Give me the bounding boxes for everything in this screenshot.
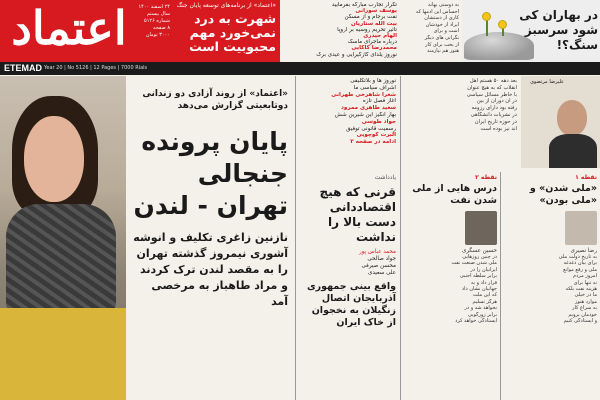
teaser-item[interactable]: رسمیت قانونی توفیق [346,125,396,132]
interview-line: در آن دوران از بین [476,98,517,105]
lead-headline: پایان پرونده جنجالی تهران - لندن [133,127,288,220]
column-byline: حسین عسگری [461,248,497,254]
interview-line: در نشریات دانشگاهی [470,111,517,118]
masthead-info-line: ۲۴ اسفند ۱۴۰۰ [138,4,170,10]
body-line: موارد هنوز [574,298,597,305]
teaser-item[interactable]: آغاز فصل تازه [362,98,396,105]
teaser-item[interactable]: تکرار تجارب مبارکه بفرمایید [331,2,397,8]
essay-snippet [400,0,462,62]
column-body [503,254,597,324]
brand-latin: ETEMAD [4,63,42,73]
teaser-item[interactable]: تأثیر تحریم روسیه بر اروپا [337,26,397,33]
column-tag: نقطه ۱ [575,174,597,181]
teaser-author: الهام حیدری [363,33,397,40]
body-line: هزینه نفت بلکه [565,286,597,293]
author-thumbnail [565,211,597,245]
body-line: قرار داد و به [470,279,497,286]
nationalization-column[interactable] [500,172,600,400]
body-line: ایستادگی خواهد کرد [455,318,497,325]
interview-snippet [400,76,520,168]
body-line: به تاریخ دولت ملی [558,254,597,260]
interviewee-portrait [521,76,600,168]
dateline-bar [0,62,600,75]
body-line: امروز مردم [572,273,597,280]
body-line: ملی شدن صنعت نفت [451,260,497,267]
photo-body [0,308,126,400]
photo-scarf [6,204,116,314]
pink-teaser-box[interactable] [172,0,280,62]
teaser-item[interactable]: نوروز یلدای گازگیرایی و عیدی برگ [316,51,397,58]
teaser-author: شعرا شاهرخی طهرانی [331,91,396,98]
author-name: محسن صیرفی [361,263,396,269]
column-headline: «ملی شدن» و «ملی بودن» [529,183,597,206]
pink-headline: شهرت به درد نمی‌خورد مهم محبوبیت است [189,11,276,54]
interview-line: انقلاب که به هیچ عنوان [467,84,517,91]
author-name: محمد عباس پور [358,249,396,255]
interview-line: در حوزه تاریخ ایران [474,118,517,125]
teaser-author: یوسف سورانی [355,8,397,15]
body-line: نه تنها برای [573,279,597,286]
essay-line: از بخت برای کار [425,41,459,48]
economy-story[interactable] [296,172,400,400]
teaser-item[interactable]: اشراف سیاسی ما [353,84,396,91]
azerbaijan-headline: واقع بینی جمهوری آذربایجان اتصال زنگیلان به نخجوان از خاک ایران [306,281,396,328]
teaser-author: جواد طوسی [361,118,396,125]
column-byline: رضا نصیری [570,248,597,254]
body-line: نخواهد شد و در [464,305,497,312]
interview-line: بعد دهه ۵۰ هستم اهل [469,78,517,84]
body-line: برابر سلطه اجنبی [459,273,497,280]
portrait-suit [549,134,597,168]
interview-line: اند نیز بوده است [480,125,517,132]
flower-icon [482,12,491,21]
body-line: برابر زورگویی [467,311,497,318]
body-line: که این ملت [472,292,497,299]
teaser-author: آلبرت کوچویی [356,132,396,139]
author-thumbnail [465,211,497,245]
oil-lessons-column[interactable] [400,172,500,400]
photo-face [24,116,84,202]
masthead-info [132,4,170,39]
top-teaser-list [282,0,400,62]
body-line: و ایستادگی کنیم [563,318,597,325]
teaser-item[interactable]: نوروز ها و بلاتکلیفی [350,78,396,84]
portrait-head [557,100,587,136]
continued-link[interactable]: ادامه در صفحه ۳ [350,139,396,146]
teaser-author: سعید طاهری ممرود [341,105,396,112]
masthead-info-line: ۳۰۰۰ تومان [145,32,170,38]
interview-line: با خاطر مسائل سیاسی [466,91,517,98]
column-body [403,254,497,324]
flower-icon [498,20,507,29]
author-list [300,249,396,277]
body-line: خودمان برویم [568,311,597,318]
essay-line: هنوز هم نیازمند [427,48,459,55]
body-line: برای بیان دغدغه [563,260,597,267]
essay-line: احساس این آدمها که [415,8,459,15]
portrait-caption: علیرضا مرتضوی [530,79,564,85]
lead-story[interactable] [126,76,294,400]
author-name: جواد صالحی [367,256,396,262]
lead-photo [0,76,126,400]
body-line: ملی و رفع موانع [563,266,597,273]
economy-headline: قرنی که هیچ اقتصاددانی دست بالا را نداشت [319,185,396,244]
mid-teaser-list [296,76,400,168]
teaser-item[interactable]: درباره ماجرای ماسک [347,39,397,46]
essay-line: به دوستی بهانه [427,2,459,8]
lead-kicker: «اعتماد» از روند آزادی دو زندانی دوتابعیتی گزارش می‌دهد [142,89,288,111]
teaser-item[interactable]: نفت برجام و از مسکن [344,14,397,21]
body-line: جهانیان نشان داد [461,286,497,293]
body-line: به سراغ کار [572,305,597,312]
teaser-author: بیت الله ستاریان [351,20,397,27]
author-name: علی سعیدی [367,270,396,276]
column-headline: درس هایی از ملی شدن نفت [412,183,497,206]
newspaper-logo: اعتماد [11,1,127,55]
lead-subhead: نازنین زاغری تکلیف و انوشه آشوری نیمروز گذشته تهران را به مقصد لندن ترک کردند و مراد طاهباز به مرخصی آمد [133,231,288,308]
section-label: یادداشت [374,174,396,181]
body-line: در چنین روزهایی [462,254,497,260]
body-line: ایرانیان را در [470,266,497,273]
pink-kicker: «اعتماد» از برنامه‌های توسعه پایان جنگ [176,2,276,9]
masthead-info-line: شماره ۵۱۲۶ [144,18,170,24]
interview-line: رفته بود دارای رزومه [471,105,517,112]
essay-line: است و برای [433,28,459,35]
teaser-item[interactable]: بهار انگیز این شیرین شش [334,111,396,118]
body-line: ما در خیلی [574,292,597,299]
column-tag: نقطه ۲ [475,174,497,181]
essay-line: کاری از دستشان [424,15,459,22]
spring-headline[interactable]: در بهاران کی شود سرسبز سنگ؟! [519,8,598,52]
teaser-author: محمدرضا کاکایی [351,45,397,52]
body-line: هرگز تسلیم [472,298,497,305]
masthead-info-line: سال بیستم [146,11,170,17]
dateline-text: Year 20 | No 5126 | 12 Pages | 7000 Rials [44,65,148,71]
essay-line: ایراد از خودشان [425,21,459,28]
masthead-info-line: ۸ صفحه [153,25,170,31]
essay-line: نگرانی های دیگر [424,34,459,41]
